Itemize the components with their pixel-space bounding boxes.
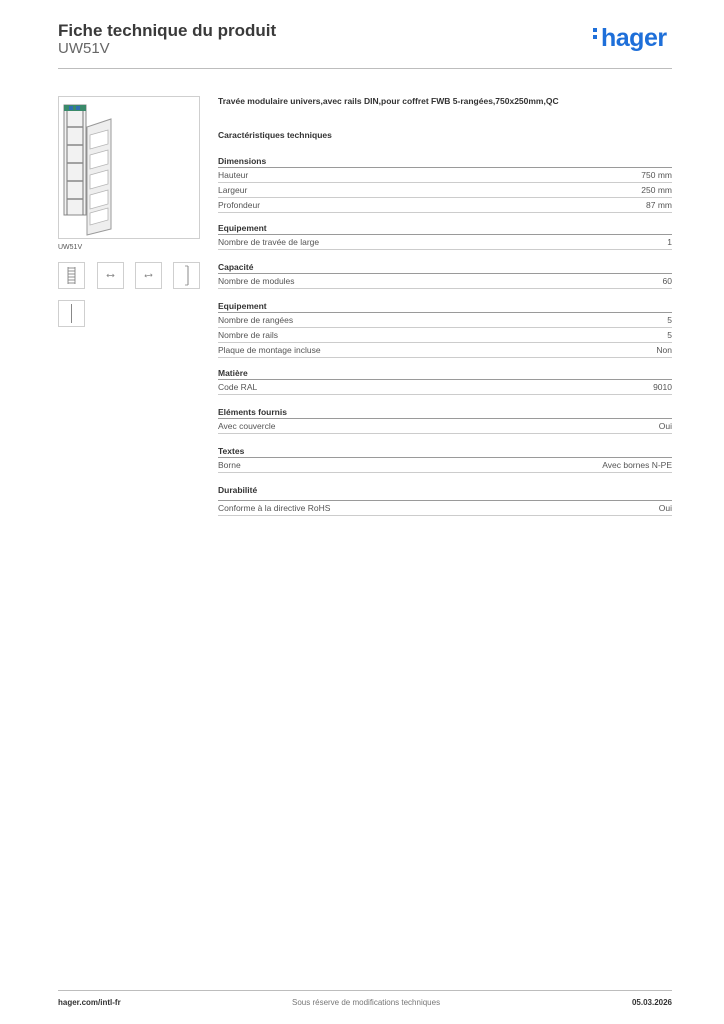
spec-label: Nombre de travée de large — [218, 237, 320, 247]
rail-side-icon — [174, 263, 199, 288]
spec-group-equipement — [218, 222, 672, 250]
spec-group-capacite — [218, 261, 672, 289]
spec-label: Borne — [218, 460, 241, 470]
spec-label: Avec couvercle — [218, 421, 276, 431]
spec-value: Avec bornes N-PE — [602, 460, 672, 470]
group-title: Capacité — [218, 261, 672, 274]
spec-label: Plaque de montage incluse — [218, 345, 321, 355]
footer-disclaimer: Sous réserve de modifications techniques — [292, 998, 441, 1007]
logo-dots-icon — [593, 28, 598, 42]
spec-group-elements-fournis — [218, 406, 672, 434]
spec-label: Hauteur — [218, 170, 249, 180]
spec-value: 250 mm — [641, 185, 672, 195]
image-caption: UW51V — [58, 244, 83, 251]
group-title: Dimensions — [218, 155, 672, 168]
footer-divider — [58, 990, 672, 991]
spec-group-dimensions — [218, 155, 672, 213]
group-title: Durabilité — [218, 484, 672, 501]
spec-row — [218, 183, 672, 198]
product-description: Travée modulaire univers,avec rails DIN,pour coffret FWB 5-rangées,750x250mm,QC — [218, 96, 559, 106]
thumbnail-module-grid[interactable] — [58, 262, 85, 289]
section-heading: Caractéristiques techniques — [218, 130, 332, 140]
rail-vertical-icon — [59, 301, 84, 326]
group-title: Textes — [218, 445, 672, 458]
logo-text: hager — [601, 24, 667, 52]
spec-label: Profondeur — [218, 200, 261, 210]
spec-value: 5 — [667, 330, 672, 340]
footer-website-link[interactable]: hager.com/intl-fr — [58, 998, 121, 1007]
spec-value: 5 — [667, 315, 672, 325]
thumbnail-rail-vertical[interactable] — [58, 300, 85, 327]
width-dimension-icon — [98, 263, 123, 288]
thumbnail-rail-side[interactable] — [173, 262, 200, 289]
spec-group-textes — [218, 445, 672, 473]
group-title: Equipement — [218, 222, 672, 235]
spec-label: Largeur — [218, 185, 248, 195]
depth-dimension-icon — [136, 263, 161, 288]
spec-row — [218, 274, 672, 289]
spec-row — [218, 168, 672, 183]
footer-date: 05.03.2026 — [631, 998, 672, 1007]
spec-label: Code RAL — [218, 382, 258, 392]
group-title: Matière — [218, 367, 672, 380]
spec-value: 87 mm — [646, 200, 672, 210]
spec-value: Oui — [658, 503, 672, 513]
spec-row — [218, 419, 672, 434]
spec-row — [218, 313, 672, 328]
spec-row — [218, 235, 672, 250]
product-image[interactable] — [58, 96, 200, 239]
module-grid-icon — [59, 263, 84, 288]
spec-value: 750 mm — [641, 170, 672, 180]
spec-label: Conforme à la directive RoHS — [218, 503, 331, 513]
spec-value: Oui — [658, 421, 672, 431]
thumbnail-depth[interactable] — [135, 262, 162, 289]
spec-row — [218, 328, 672, 343]
product-reference: UW51V — [58, 40, 110, 57]
header-divider — [58, 68, 672, 69]
hager-logo — [593, 26, 667, 51]
spec-value: 60 — [662, 276, 672, 286]
page-title: Fiche technique du produit — [58, 21, 277, 40]
spec-value: 1 — [667, 237, 672, 247]
spec-group-matiere — [218, 367, 672, 395]
spec-row — [218, 458, 672, 473]
spec-label: Nombre de rails — [218, 330, 278, 340]
spec-label: Nombre de rangées — [218, 315, 294, 325]
spec-row — [218, 343, 672, 358]
enclosure-rack-icon — [59, 97, 199, 238]
spec-row — [218, 380, 672, 395]
group-title: Equipement — [218, 300, 672, 313]
spec-row — [218, 198, 672, 213]
spec-value: Non — [656, 345, 672, 355]
spec-value: 9010 — [653, 382, 672, 392]
spec-label: Nombre de modules — [218, 276, 295, 286]
group-title: Eléments fournis — [218, 406, 672, 419]
spec-group-durabilite — [218, 484, 672, 516]
spec-row — [218, 501, 672, 516]
spec-group-equipement-2 — [218, 300, 672, 358]
thumbnail-width[interactable] — [97, 262, 124, 289]
